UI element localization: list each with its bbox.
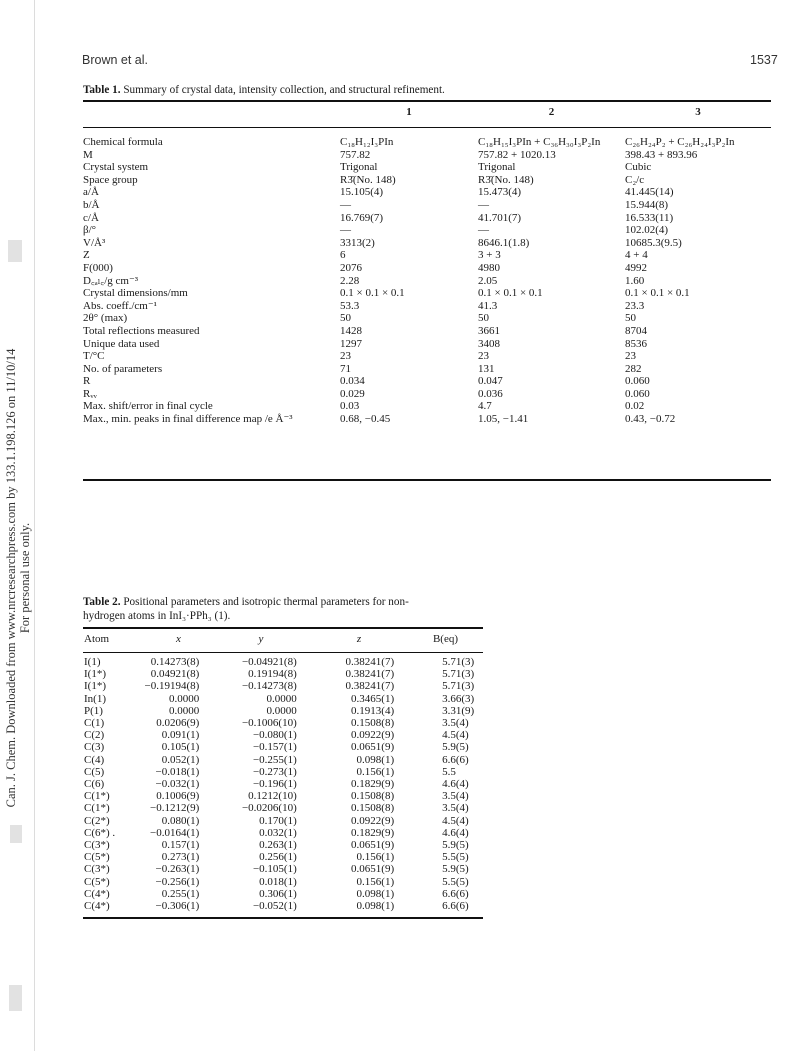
table1-cell: R3̄(No. 148) [340,173,396,186]
table1-cell: 2.28 [340,274,360,287]
table1-cell: — [478,224,489,237]
table2-cell: 6.6(6) [442,887,469,900]
table1-cell: 23.3 [625,299,645,312]
table1-row-label: Crystal dimensions/mm [83,287,188,300]
table1-top-rule [83,100,771,102]
table2-cell: 0.273(1) [161,851,200,864]
table2-cell: 5.71(3) [442,656,475,668]
table2-cell: 5.71(3) [442,680,475,693]
table1-row-label: R [83,375,91,388]
table2-cell: 0.098(1) [356,753,395,766]
table2-cell: −0.263(1) [155,863,200,876]
table1-cell: Trigonal [478,161,516,174]
table2-row [83,705,483,717]
table1-row-label: Max. shift/error in final cycle [83,400,213,413]
table1-row [83,186,771,199]
table2-cell: −0.14273(8) [241,680,297,693]
table2-cell: 0.0651(9) [351,741,395,754]
table1-row [83,275,771,288]
table2-row [83,790,483,802]
table1-cell: 41.701(7) [478,211,522,224]
table2-row [83,876,483,888]
table1-cell: 4992 [625,261,647,274]
table1-row [83,237,771,250]
table2-atom-label: P(1) [84,704,103,717]
table1-cell: 10685.3(9.5) [625,236,682,249]
table1-cell: 1428 [340,324,362,337]
table2-col-z: z [356,633,362,645]
table2-cell: 5.9(5) [442,741,469,754]
table2-atom-label: C(2*) [84,814,110,827]
table1-row [83,287,771,300]
table1 [83,106,771,119]
table1-cell: C₁₈H₁₅I₃PIn + C₃₆H₃₀I₃P₂In [478,136,601,148]
table2-cell: 6.6(6) [442,753,469,766]
table2-row [83,717,483,729]
table2-cell: 0.38241(7) [345,656,395,668]
table2-col-beq: B(eq) [432,633,459,645]
table1-row [83,413,771,426]
table1-cell: 3661 [478,324,500,337]
table2-cell: −0.196(1) [252,778,297,791]
table2-row [83,754,483,766]
table2-atom-label: C(3*) [84,839,110,852]
table1-cell: 0.03 [340,400,360,413]
table1-row-label: Space group [83,173,138,186]
table2-cell: −0.105(1) [252,863,297,876]
table1-cell: 0.1 × 0.1 × 0.1 [340,287,405,300]
table1-row-label: Rᵥᵥ [83,387,97,400]
table1-cell: 8536 [625,337,647,350]
table2-cell: 0.1508(8) [351,790,395,803]
table1-cell: 23 [478,350,489,363]
table2-cell: 0.0651(9) [351,863,395,876]
table2-cell: 0.105(1) [161,741,200,754]
table1-row [83,312,771,325]
table2-cell: 0.1913(4) [351,704,395,717]
table1-cell: 3313(2) [340,236,375,249]
table1-cell: 0.036 [478,387,503,400]
table2-cell: −0.0164(1) [149,826,200,839]
table2-cell: 4.5(4) [442,814,469,827]
table1-body [83,136,771,426]
table1-row-label: No. of parameters [83,362,163,375]
table2-cell: 3.5(4) [442,790,469,803]
page-gutter-line [34,0,35,1051]
table2-cell: 0.1212(10) [248,790,297,803]
table1-row [83,161,771,174]
table2-atom-label: C(6) [84,778,105,791]
table1-row [83,388,771,401]
table1-cell: 0.047 [478,375,503,388]
table2-cell: 0.052(1) [161,753,200,766]
table2-cell: 0.156(1) [356,875,395,888]
table1-cell: 102.02(4) [625,224,669,237]
table2-cell: 4.6(4) [442,778,469,791]
table2-cell: −0.1212(9) [149,802,200,815]
table2-cell: 0.018(1) [259,875,297,888]
table1-cell: 4980 [478,261,500,274]
table2-row [83,729,483,741]
table1-cell: 15.944(8) [625,198,669,211]
table1-row [83,300,771,313]
table2-cell: 0.098(1) [356,887,395,900]
table1-cell: 4.7 [478,400,492,413]
table1-row [83,149,771,162]
table1-col-header: 1 [406,106,412,118]
table2-atom-label: C(1) [84,717,105,730]
table2-row [83,851,483,863]
table2-cell: −0.04921(8) [241,656,297,668]
table1-header-blank [83,106,340,119]
table2-cell: 0.0000 [169,692,200,705]
table2-col-y: y [258,633,264,645]
table1-cell: — [478,198,489,211]
table1-cell: R3̄(No. 148) [478,173,534,186]
table2-cell: 5.9(5) [442,839,469,852]
table2-atom-label: In(1) [84,692,106,705]
table2-cell: 3.5(4) [442,802,469,815]
table1-row-label: T/°C [83,350,105,363]
table1-cell: 50 [478,312,489,325]
table2-atom-label: C(1*) [84,802,110,815]
table1-cell: 0.1 × 0.1 × 0.1 [625,287,690,300]
table1-col-header: 3 [695,106,701,118]
table2-label: Table 2. [83,596,121,608]
table2-atom-label: C(4*) [84,900,110,913]
table2-cell: −0.256(1) [155,875,200,888]
table2-row [83,656,483,668]
table1-row [83,363,771,376]
table2-cell: 0.3465(1) [351,692,395,705]
table1-cell: Trigonal [340,161,378,174]
table2-cell: 0.0000 [266,704,297,717]
table2-cell: 0.156(1) [356,765,395,778]
table2-cell: 0.157(1) [161,839,200,852]
table1-cell: 0.060 [625,375,650,388]
table2-cell: 0.170(1) [259,814,297,827]
table2-cell: 0.0000 [266,692,297,705]
table1-row-label: Total reflections measured [83,324,200,337]
table1-cell: 4 + 4 [625,249,648,262]
table2-cell: 4.6(4) [442,826,469,839]
table1-cell: 71 [340,362,351,375]
table2-cell: 5.5(5) [442,875,469,888]
table1-cell: — [340,198,351,211]
table2-atom-label: C(2) [84,729,105,742]
table2-col-x: x [176,633,181,645]
table2-cell: 0.156(1) [356,851,395,864]
table1-row-label: Unique data used [83,337,160,350]
table2-cell: 5.5(5) [442,851,469,864]
table2-cell: 5.9(5) [442,863,469,876]
table1-row-label: Crystal system [83,161,149,174]
watermark-line-2: For personal use only. [18,522,32,634]
table1-cell: 757.82 + 1020.13 [478,148,556,161]
table1-cell: 6 [340,249,346,262]
table2-cell: −0.19194(8) [144,680,200,693]
table2-cell: 0.091(1) [161,729,200,742]
table1-row-label: β/° [83,224,97,237]
table2-cell: −0.032(1) [155,778,200,791]
table1-cell: 0.43, −0.72 [625,413,676,426]
table1-cell: 23 [340,350,351,363]
table2-cell: 0.1829(9) [351,778,395,791]
table2-cell: 3.66(3) [442,692,475,705]
table1-cell: 1.05, −1.41 [478,413,529,426]
table2-col-atom: Atom [84,633,110,645]
table2-cell: 0.098(1) [356,900,395,913]
table1-cell: 3 + 3 [478,249,501,262]
table1-row-label: Chemical formula [83,136,163,148]
scan-artifact [9,985,22,1011]
table1-cell: 41.3 [478,299,498,312]
table1-cell: 2.05 [478,274,498,287]
table2-atom-label: I(1*) [84,680,106,693]
table1-cell: 1.60 [625,274,645,287]
table1-row [83,224,771,237]
table2-row [83,863,483,875]
table2-cell: −0.052(1) [252,900,297,913]
table1-cell: 0.034 [340,375,365,388]
scan-artifact [8,240,22,262]
table1-cell: 15.105(4) [340,186,384,199]
table1-row-label: M [83,148,93,161]
table1-cell: 757.82 [340,148,371,161]
table2-cell: 3.31(9) [442,704,475,717]
table2-cell: 6.6(6) [442,900,469,913]
table1-cell: 41.445(14) [625,186,674,199]
table2-cell: 0.255(1) [161,887,200,900]
table1-cell: 2076 [340,261,362,274]
table1-header-rule [83,127,771,128]
table2-cell: 0.38241(7) [345,668,395,681]
table2-cell: 0.1508(8) [351,717,395,730]
table1-cell: 15.473(4) [478,186,522,199]
table1-row [83,174,771,187]
table1-row [83,350,771,363]
table2-row [83,900,483,912]
table2-cell: −0.1006(10) [241,717,297,730]
table2-cell: 0.1829(9) [351,826,395,839]
table1-caption [83,83,783,97]
table1-cell: C₂/c [625,173,645,186]
table2-cell: 0.080(1) [161,814,200,827]
table2-cell: 0.1508(8) [351,802,395,815]
table1-col-header: 2 [548,106,555,118]
table1-row-label: c/Å [83,211,99,224]
table2-atom-label: I(1) [84,656,101,668]
table1-cell: 8704 [625,324,647,337]
table2-header [83,633,483,645]
table1-cell: 50 [340,312,351,325]
table1-cell: 50 [625,312,636,325]
table2-atom-label: C(6*) . [84,826,116,839]
table1-cell: 0.1 × 0.1 × 0.1 [478,287,543,300]
table1-cell: C₁₈H₁₂I₃PIn [340,136,394,148]
table1-cell: 0.029 [340,387,365,400]
table1-cell: 1297 [340,337,362,350]
table1-row-label: Z [83,249,90,262]
table2-row [83,888,483,900]
table2-cell: 0.0922(9) [351,814,395,827]
table2-row [83,680,483,692]
table1-cell: 3408 [478,337,500,350]
table2-caption-line1: Positional parameters and isotropic thermal parameters for non- [123,596,409,608]
table1-cell: 23 [625,350,636,363]
table2-cell: 0.256(1) [259,851,297,864]
table2-row [83,839,483,851]
table2-cell: 0.38241(7) [345,680,395,693]
table1-row [83,338,771,351]
table2-cell: 0.032(1) [259,826,297,839]
table2-cell: 0.04921(8) [150,668,200,681]
table1-row [83,249,771,262]
table2-cell: −0.018(1) [155,765,200,778]
table2-header-row [83,633,483,645]
table2-row [83,766,483,778]
table2-caption [83,595,503,623]
table1-cell: C₂₆H₂₄P₂ + C₂₆H₂₄I₃P₂In [625,136,735,148]
table2-cell: 4.5(4) [442,729,469,742]
table2-cell: 0.263(1) [259,839,297,852]
table2-atom-label: I(1*) [84,668,106,681]
table1-cell: 398.43 + 893.96 [625,148,698,161]
table2-cell: −0.080(1) [252,729,297,742]
table2-cell: −0.255(1) [252,753,297,766]
table2-atom-label: C(5) [84,765,105,778]
table1-row [83,262,771,275]
table1-row [83,212,771,225]
table2-atom-label: C(4*) [84,887,110,900]
page-number: 1537 [750,53,778,67]
table2-row [83,668,483,680]
table1-row-label: b/Å [83,198,100,211]
table2-header-rule [83,652,483,653]
table1-row-label: D꜀ₐₗ꜀/g cm⁻³ [83,274,139,287]
table2-row [83,827,483,839]
table1-cell: — [340,224,351,237]
table1-row-label: Max., min. peaks in final difference map /e Å⁻³ [83,413,293,426]
table1-cell: 53.3 [340,299,360,312]
table2-cell: 0.19194(8) [248,668,297,681]
table2-cell: 3.5(4) [442,717,469,730]
table2-row [83,778,483,790]
table2-atom-label: C(1*) [84,790,110,803]
table2-row [83,741,483,753]
table2-body [83,656,483,912]
table2-atom-label: C(3) [84,741,105,754]
table2-atom-label: C(5*) [84,875,110,888]
table2-cell: 0.0651(9) [351,839,395,852]
table1-cell: 131 [478,362,495,375]
table2-cell: −0.306(1) [155,900,200,913]
table1-cell: 16.769(7) [340,211,384,224]
table2-cell: 5.5 [442,765,456,778]
table1-row-label: F(000) [83,261,113,274]
table1-label: Table 1. [83,84,121,96]
table1-row [83,375,771,388]
table2-bottom-rule [83,917,483,919]
table1-row-label: Abs. coeff./cm⁻¹ [83,299,157,312]
table2-atom-label: C(4) [84,753,105,766]
table2-cell: 0.0000 [169,704,200,717]
table2-row [83,802,483,814]
table1-row [83,199,771,212]
table1-row-label: 2θ° (max) [83,312,128,325]
table2-cell: −0.0206(10) [241,802,297,815]
table1-cell: 0.060 [625,387,650,400]
table2-cell: 5.71(3) [442,668,475,681]
table2-row [83,815,483,827]
table1-header-row [83,106,771,119]
table1-row-label: V/Å³ [83,236,106,249]
table1-cell: 0.68, −0.45 [340,413,391,426]
table2-caption-line2: hydrogen atoms in InI₃·PPh₃ (1). [83,610,231,622]
table1-cell: 282 [625,362,642,375]
table1-cell: 8646.1(1.8) [478,236,530,249]
table1-row [83,136,771,149]
table2-cell: 0.14273(8) [150,656,200,668]
table2-atom-label: C(5*) [84,851,110,864]
table1-bottom-rule [83,479,771,481]
table2-cell: 0.0922(9) [351,729,395,742]
table2-atom-label: C(3*) [84,863,110,876]
table1-row [83,400,771,413]
table1-cell: Cubic [625,161,652,174]
table2-cell: 0.306(1) [259,887,297,900]
table2-cell: −0.157(1) [252,741,297,754]
table1-caption-text: Summary of crystal data, intensity collection, and structural refinement. [123,84,445,96]
table1-cell: 0.02 [625,400,645,413]
table2-cell: 0.1006(9) [156,790,200,803]
table2-cell: 0.0206(9) [156,717,200,730]
table2-top-rule [83,627,483,629]
table2-row [83,693,483,705]
table1-row-label: a/Å [83,186,99,199]
table2-cell: −0.273(1) [252,765,297,778]
table1-cell: 16.533(11) [625,211,674,224]
running-head: Brown et al. [82,53,149,67]
watermark-line-1: Can. J. Chem. Downloaded from www.nrcresearchpress.com by 133.1.198.126 on 11/10/14 [4,348,18,808]
table1-row [83,325,771,338]
